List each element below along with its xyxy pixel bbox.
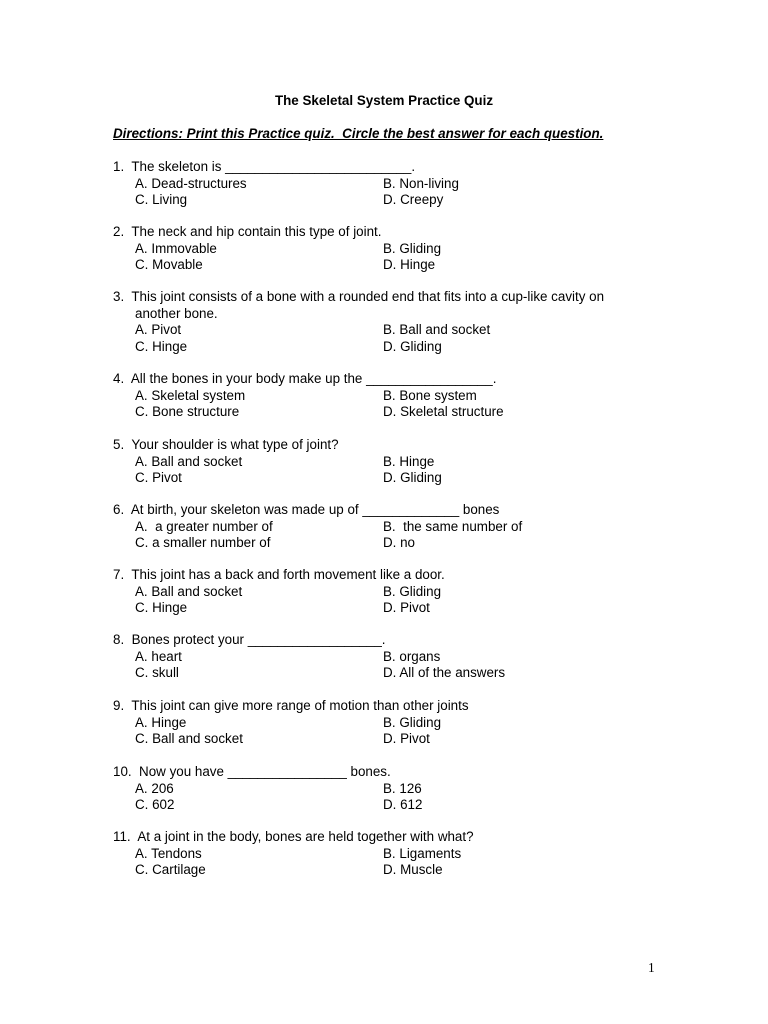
question-10-option-b: B. 126 [383, 780, 422, 796]
question-2-option-a: A. Immovable [135, 240, 217, 256]
question-8-stem [113, 632, 386, 649]
question-stem-line: 7. This joint has a back and forth movement like a door. [113, 567, 445, 582]
question-8-option-c: C. skull [135, 665, 179, 680]
question-9-option-d: D. Pivot [383, 731, 430, 746]
question-11-option-a: A. Tendons [135, 845, 202, 861]
question-10-option-c: C. 602 [135, 797, 175, 812]
question-5-stem [113, 437, 339, 454]
question-stem-line: 4. All the bones in your body make up the _________________. [113, 371, 497, 386]
question-stem-line: another bone. [135, 305, 218, 321]
question-6-option-c: C. a smaller number of [135, 535, 271, 550]
question-7-option-d: D. Pivot [383, 600, 430, 615]
question-5-option-b: B. Hinge [383, 453, 435, 469]
question-4-option-b: B. Bone system [383, 387, 477, 403]
question-10-stem [113, 764, 391, 781]
question-stem-line: 9. This joint can give more range of motion than other joints [113, 698, 469, 713]
question-6-option-b: B. the same number of [383, 518, 523, 534]
question-4-stem [113, 371, 496, 388]
question-3-option-c: C. Hinge [135, 338, 188, 354]
question-7-option-a: A. Ball and socket [135, 583, 243, 599]
question-3-option-d: D. Gliding [383, 338, 442, 354]
question-2-option-d: D. Hinge [383, 257, 436, 272]
question-5-option-a: A. Ball and socket [135, 453, 243, 469]
question-1-option-b: B. Non-living [383, 175, 459, 191]
question-11-option-d: D. Muscle [383, 862, 443, 877]
question-9-option-b: B. Gliding [383, 714, 442, 730]
question-6-option-a: A. a greater number of [135, 518, 273, 534]
question-11-option-b: B. Ligaments [383, 845, 462, 861]
question-5-option-d: D. Gliding [383, 470, 442, 485]
question-stem-line: 3. This joint consists of a bone with a rounded end that fits into a cup-like cavity on [113, 289, 605, 304]
question-9-stem [113, 698, 469, 715]
page-title: The Skeletal System Practice Quiz [274, 93, 494, 108]
question-7-option-c: C. Hinge [135, 600, 188, 615]
question-1-option-d: D. Creepy [383, 192, 444, 207]
question-9-option-c: C. Ball and socket [135, 731, 243, 746]
question-3-stem [113, 289, 604, 322]
question-4-option-c: C. Bone structure [135, 404, 240, 419]
directions: Directions: Print this Practice quiz. Circle the best answer for each question. [113, 126, 604, 141]
question-6-option-d: D. no [383, 535, 416, 550]
question-2-stem [113, 224, 381, 241]
question-11-stem [113, 829, 474, 846]
question-stem-line: 8. Bones protect your __________________. [113, 632, 386, 647]
question-6-stem [113, 502, 499, 519]
question-stem-line: 2. The neck and hip contain this type of joint. [113, 224, 382, 239]
question-3-option-b: B. Ball and socket [383, 322, 491, 337]
question-10-option-d: D. 612 [383, 797, 423, 812]
question-8-option-a: A. heart [135, 648, 182, 664]
question-2-option-c: C. Movable [135, 257, 203, 272]
question-8-option-d: D. All of the answers [383, 665, 506, 680]
question-4-option-a: A. Skeletal system [135, 387, 246, 403]
question-stem-line: 6. At birth, your skeleton was made up of _____________ bones [113, 502, 500, 517]
question-4-option-d: D. Skeletal structure [383, 404, 504, 419]
question-stem-line: 5. Your shoulder is what type of joint? [113, 437, 339, 452]
question-11-option-c: C. Cartilage [135, 862, 206, 877]
question-5-option-c: C. Pivot [135, 470, 182, 485]
question-2-option-b: B. Gliding [383, 240, 442, 256]
question-stem-line: 11. At a joint in the body, bones are held together with what? [113, 829, 474, 844]
question-1-stem [113, 159, 415, 176]
page-number: 1 [648, 960, 655, 975]
question-8-option-b: B. organs [383, 648, 441, 664]
question-9-option-a: A. Hinge [135, 714, 187, 730]
question-10-option-a: A. 206 [135, 780, 174, 796]
question-stem-line: 1. The skeleton is _________________________. [113, 159, 416, 174]
question-1-option-a: A. Dead-structures [135, 175, 247, 191]
question-7-stem [113, 567, 445, 584]
question-3-option-a: A. Pivot [135, 322, 182, 337]
question-7-option-b: B. Gliding [383, 583, 442, 599]
question-1-option-c: C. Living [135, 192, 188, 207]
question-stem-line: 10. Now you have ________________ bones. [113, 764, 391, 779]
